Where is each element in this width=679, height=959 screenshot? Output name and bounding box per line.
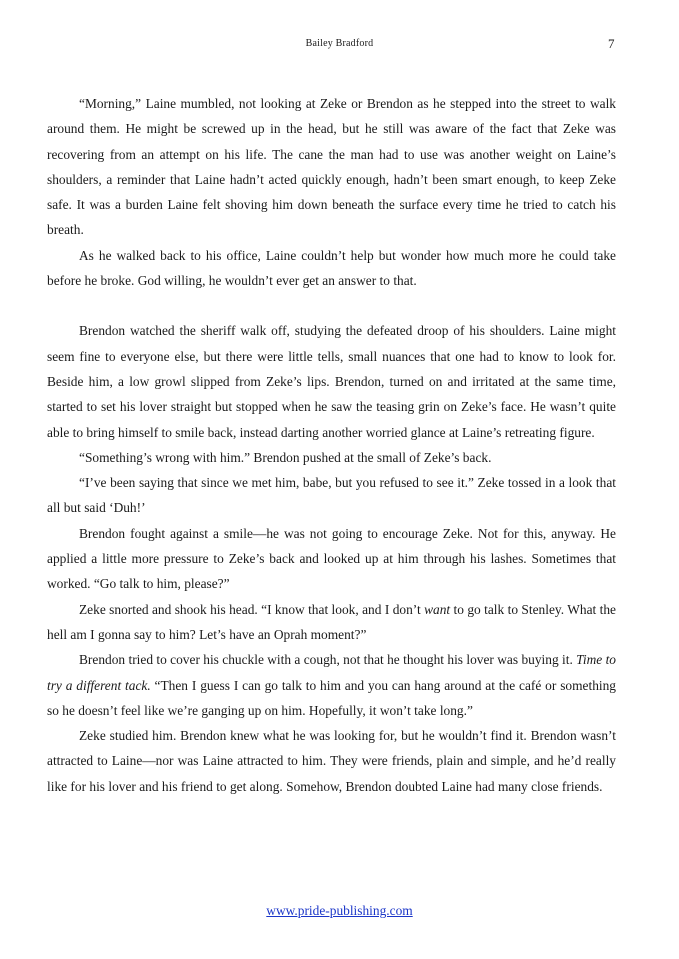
page-number: 7 [608,36,615,51]
body-text [47,91,616,799]
paragraph: “I’ve been saying that since we met him, babe, but you refused to see it.” Zeke tossed in a look that all but said ‘Duh!’ [47,475,616,516]
paragraph: “Something’s wrong with him.” Brendon pushed at the small of Zeke’s back. [79,449,492,465]
paragraph: Brendon watched the sheriff walk off, studying the defeated droop of his shoulders. Laine might seem fine to everyone else, but there were little tells, small nuances that one had to know to look for. Beside him, a low growl slipped from Zeke’s lips. Brendon, turned on and irritated at the same time, started to set his lover straight but stopped when he saw the teasing grin on Zeke’s face. He wasn’t quite able to bring himself to smile back, instead darting another worried glance at Laine’s retreating figure. [47,323,616,440]
paragraph: As he walked back to his office, Laine couldn’t help but wonder how much more he could take before he broke. God willing, he wouldn’t ever get an answer to that. [47,247,616,289]
running-header-author: Bailey Bradford [305,38,374,49]
paragraph-text: to go talk to Stenley. What the hell am I gonna say to him? Let’s have an Oprah moment?” [47,601,616,642]
paragraph [47,597,616,648]
paragraph [47,647,616,723]
paragraph: Brendon fought against a smile—he was not going to encourage Zeke. Not for this, anyway. He applied a little more pressure to Zeke’s back and looked up at him through his lashes. Sometimes that worked. “Go talk to him, please?” [47,525,616,592]
paragraph: “Morning,” Laine mumbled, not looking at Zeke or Brendon as he stepped into the street to walk around them. He might be screwed up in the head, but he still was aware of the fact that Zeke was recovering from an attempt on his life. The cane the man had to use was another weight on Laine’s shoulders, a reminder that Laine hadn’t acted quickly enough, hadn’t been smart enough, to keep Zeke safe. It was a burden Laine felt shoving him down beneath the surface every time he tried to catch his breath. [47,96,616,238]
paragraph-text: “Then I guess I can go talk to him and you can hang around at the café or something so he doesn’t feel like we’re ganging up on him. Hopefully, it won’t take long.” [47,677,616,718]
italic-thought: Time to try a different tack. [47,652,616,693]
scene-break [47,293,616,318]
publisher-website-link[interactable]: www.pride-publishing.com [266,903,413,918]
paragraph-text: Brendon tried to cover his chuckle with a cough, not that he thought his lover was buying it. [79,652,577,668]
paragraph-text: Zeke snorted and shook his head. “I know that look, and I don’t [79,601,425,617]
paragraph: Zeke studied him. Brendon knew what he was looking for, but he wouldn’t find it. Brendon wasn’t attracted to Laine—nor was Laine attracted to him. They were friends, plain and simple, and he’d really like for his lover and his friend to get along. Somehow, Brendon doubted Laine had many close friends. [47,728,616,794]
italic-emphasis: want [424,601,451,617]
